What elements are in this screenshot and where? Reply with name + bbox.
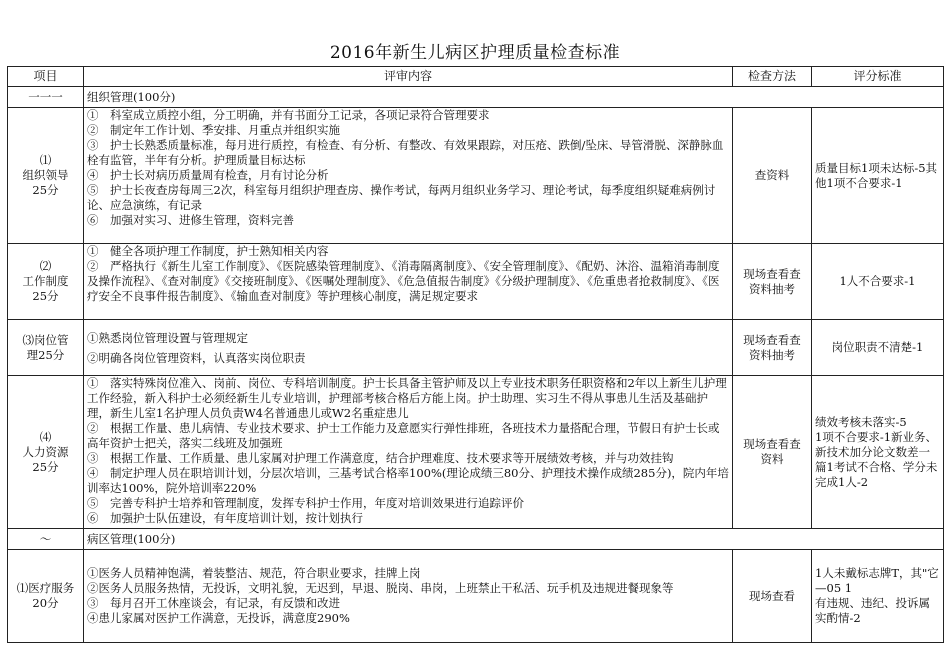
header-item: 项目 bbox=[8, 67, 84, 87]
score-line: 1人未戴标志牌T，其"它—05 1 bbox=[815, 566, 939, 595]
content-line: ③ 每月召开工休座谈会，有记录，有反馈和改进 bbox=[87, 596, 340, 610]
item-cell bbox=[8, 320, 84, 376]
item-line: 25分 bbox=[32, 459, 59, 474]
method-line: 资料 bbox=[760, 452, 784, 466]
content-line: ①医务人员精神饱满，着装整洁、规范，符合职业要求，挂牌上岗 bbox=[87, 566, 421, 580]
table-row bbox=[8, 244, 944, 320]
content-line: ① 健全各项护理工作制度，护士熟知相关内容 bbox=[87, 244, 329, 258]
item-line: 组织领导 bbox=[22, 168, 69, 182]
score-cell: 质量目标1项未达标-5其他1项不合要求-1 bbox=[812, 108, 944, 244]
item-line: 人力资源 bbox=[22, 444, 69, 459]
item-line: ⑴ bbox=[39, 153, 52, 167]
item-cell bbox=[8, 376, 84, 529]
score-line: 1项不合要求-1新业务、新技术加分论文数差一篇1考试不合格、学分未完成1人-2 bbox=[815, 429, 938, 489]
content-line: ④ 制定护理人员在职培训计划，分层次培训，三基考试合格率100%(理论成绩三80分、护理技术操作成绩285分)，院内年培训率达100%，院外培训率220% bbox=[87, 466, 729, 495]
content-cell bbox=[84, 108, 733, 244]
item-line: 25分 bbox=[32, 183, 59, 197]
table-row bbox=[8, 320, 944, 376]
section-row bbox=[8, 529, 944, 550]
content-line: ② 严格执行《新生儿室工作制度》、《医院感染管理制度》、《消毒隔离制度》、《安全管理制度》、《配奶、沐浴、温箱消毒制度及操作流程》、《查对制度》《交接班制度》、《医嘱处理制度》、《危急值报告制度》《分级护理制度》、《危重患者抢救制度》、《医疗安全不良事件报告制度》、《输血查对制度》等护理核心制度，满足规定要求 bbox=[87, 259, 720, 303]
header-method: 检查方法 bbox=[733, 67, 812, 87]
content-cell bbox=[84, 320, 733, 376]
header-content: 评审内容 bbox=[84, 67, 733, 87]
section-label: 组织管理(100分) bbox=[84, 87, 944, 108]
content-line: ②医务人员服务热情，无投诉，文明礼貌，无迟到，早退、脱岗、串岗，上班禁止干私活、玩手机及违规进餐现象等 bbox=[87, 581, 674, 595]
table-row bbox=[8, 108, 944, 244]
section-label: 病区管理(100分) bbox=[84, 529, 944, 550]
content-cell bbox=[84, 550, 733, 643]
content-line: ①熟悉岗位管理设置与管理规定 bbox=[87, 330, 248, 345]
content-cell bbox=[84, 244, 733, 320]
page-title: 2016年新生儿病区护理质量检查标准 bbox=[329, 43, 621, 63]
score-cell: 岗位职责不清楚-1 bbox=[812, 320, 944, 376]
score-cell bbox=[812, 376, 944, 529]
item-line: ⑵ bbox=[39, 259, 52, 273]
item-line: 工作制度 bbox=[22, 274, 69, 288]
score-cell bbox=[812, 550, 944, 643]
section-number: 一一一 bbox=[8, 87, 84, 108]
method-cell bbox=[733, 376, 812, 529]
content-line: ⑥ 加强对实习、进修生管理，资料完善 bbox=[87, 213, 294, 227]
content-line: ① 落实特殊岗位准入、岗前、岗位、专科培训制度。护士长具备主管护师及以上专业技术职务任职资格和2年以上新生儿护理工作经验，新入科护士必须经新生儿专业培训，护理部考核合格后方能上岗。护士助理、实习生不得从事患儿生活及基础护理，新生儿室1名护理人员负责W4名普通患儿或W2名重症患儿 bbox=[87, 376, 727, 420]
content-line: ⑤ 护士长夜查房每周三2次，科室每月组织护理查房、操作考试，每两月组织业务学习、理论考试，每季度组织疑难病例讨论、应急演练，有记录 bbox=[87, 183, 716, 212]
content-cell bbox=[84, 376, 733, 529]
content-line: ⑥ 加强护士队伍建设，有年度培训计划，按计划执行 bbox=[87, 511, 363, 525]
method-line: 现场查看查 bbox=[743, 266, 801, 281]
method-cell: 现场查看 bbox=[733, 550, 812, 643]
item-cell bbox=[8, 108, 84, 244]
item-line: 25分 bbox=[32, 289, 59, 303]
content-line: ③ 根据工作量、工作质量、患儿家属对护理工作满意度，结合护理难度、技术要求等开展绩效考核，并与功效挂钩 bbox=[87, 451, 674, 465]
score-cell: 1人不合要求-1 bbox=[812, 244, 944, 320]
content-line: ④患儿家属对医护工作满意，无投诉，满意度290% bbox=[87, 611, 350, 625]
method-cell bbox=[733, 244, 812, 320]
method-line: 现场查看查 bbox=[743, 437, 801, 451]
score-line: 绩效考核未落实-5 bbox=[815, 414, 907, 429]
item-cell bbox=[8, 550, 84, 643]
table-header-row bbox=[8, 67, 944, 87]
method-line: 资料抽考 bbox=[749, 281, 795, 296]
content-line: ④ 护士长对病历质量周有检查，月有讨论分析 bbox=[87, 168, 329, 182]
item-line: ⑴医疗服务 bbox=[16, 581, 75, 595]
header-score: 评分标准 bbox=[812, 67, 944, 87]
section-number: 〜 bbox=[8, 529, 84, 550]
content-line: ③ 护士长熟悉质量标准，每月进行质控，有检查、有分析、有整改、有效果跟踪，对压疮、跌倒/坠床、导管滑脱、深静脉血栓有监管，半年有分析。护理质量目标达标 bbox=[87, 138, 724, 167]
content-line: ① 科室成立质控小组，分工明确，并有书面分工记录，各项记录符合管理要求 bbox=[87, 108, 490, 122]
section-row bbox=[8, 87, 944, 108]
item-line: 理25分 bbox=[26, 347, 65, 362]
score-line: 有违规、违纪、投诉属实酌情-2 bbox=[815, 596, 930, 625]
table-row bbox=[8, 376, 944, 529]
item-line: ⑶岗位管 bbox=[22, 332, 69, 347]
method-cell bbox=[733, 320, 812, 376]
method-line: 资料抽考 bbox=[749, 347, 795, 362]
item-line: ⑷ bbox=[39, 429, 52, 444]
method-line: 现场查看查 bbox=[743, 332, 801, 347]
content-line: ②明确各岗位管理资料，认真落实岗位职责 bbox=[87, 350, 306, 365]
content-line: ⑤ 完善专科护士培养和管理制度，发挥专科护士作用，年度对培训效果进行追踪评价 bbox=[87, 496, 524, 510]
item-cell bbox=[8, 244, 84, 320]
content-line: ② 根据工作量、患儿病情、专业技术要求、护士工作能力及意愿实行弹性排班，各班技术力量搭配合理，节假日有护士长或高年资护士把关，落实二线班及加强班 bbox=[87, 421, 720, 450]
table-row bbox=[8, 550, 944, 643]
method-cell: 查资料 bbox=[733, 108, 812, 244]
item-line: 20分 bbox=[32, 596, 59, 610]
inspection-standard-table bbox=[7, 66, 944, 643]
content-line: ② 制定年工作计划、季安排、月重点并组织实施 bbox=[87, 123, 340, 137]
